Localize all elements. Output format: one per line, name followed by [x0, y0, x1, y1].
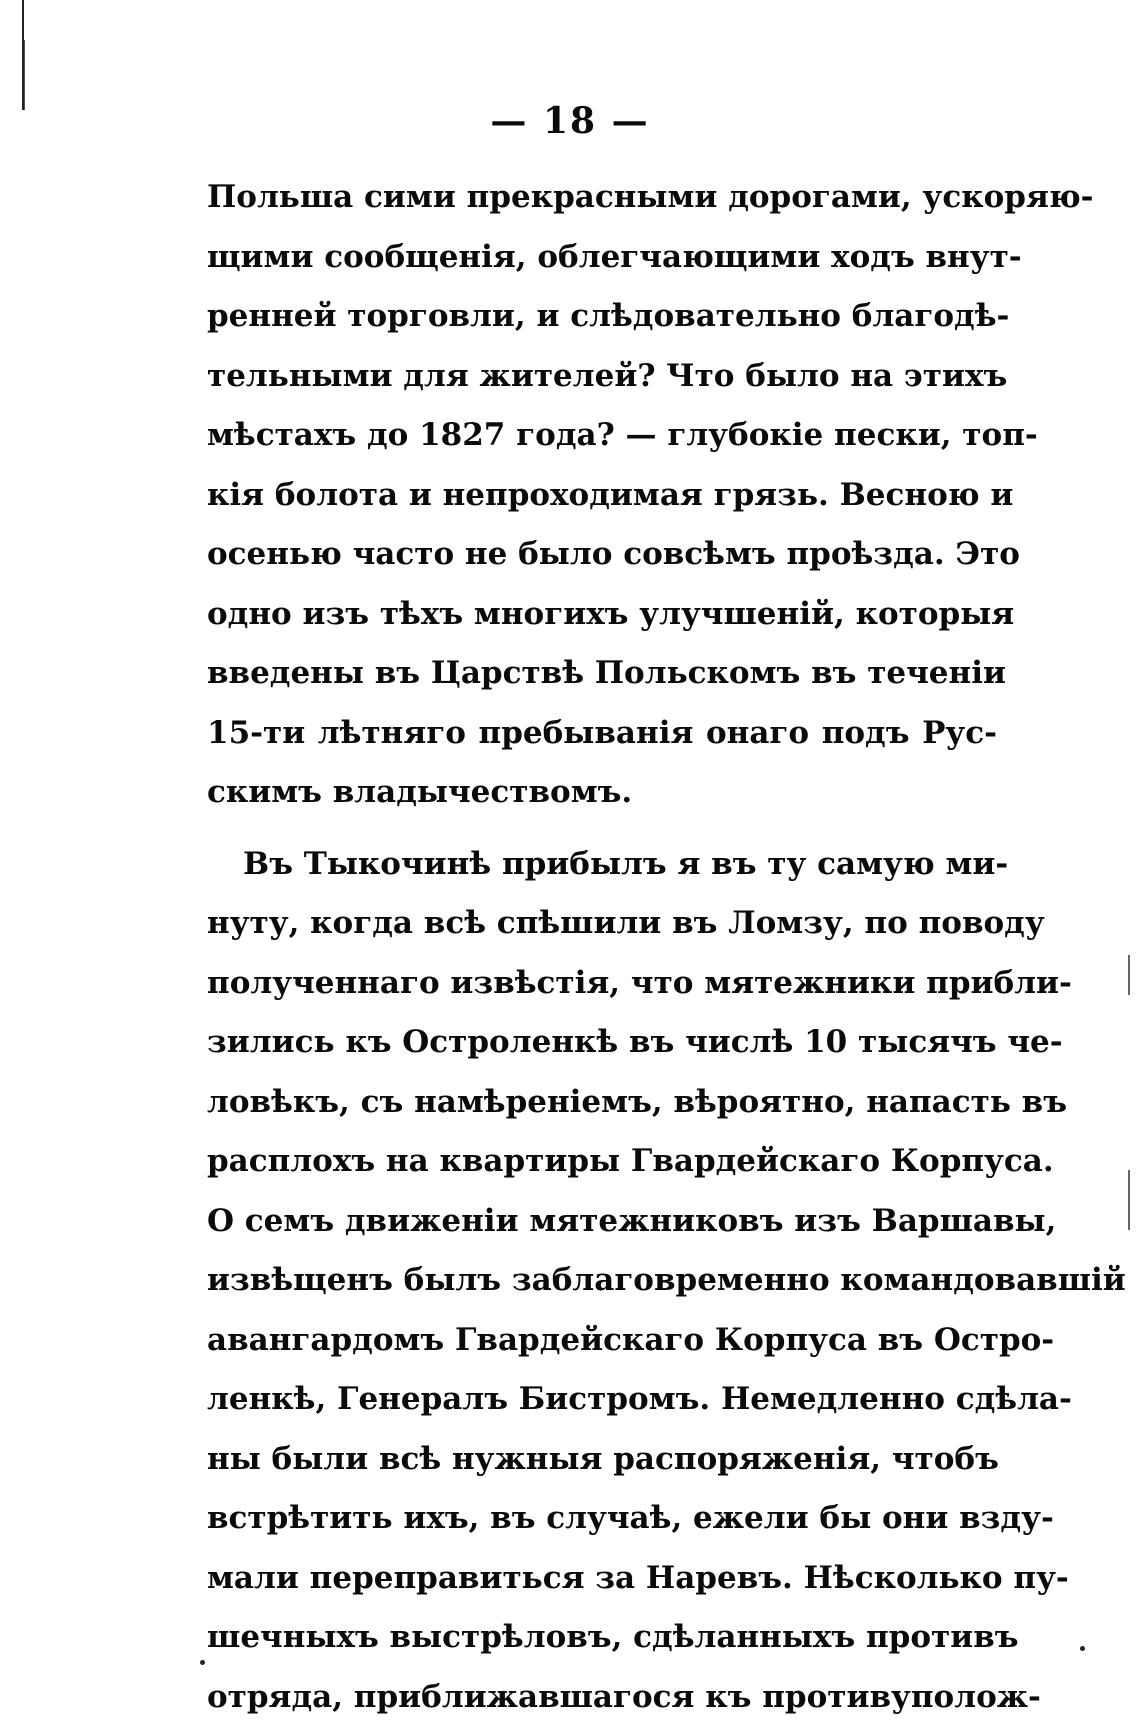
scan-speck: [200, 1660, 205, 1665]
scan-margin-mark: [1128, 955, 1130, 995]
text-line: мѣстахъ до 1827 года? — глубокіе пески, топ-: [207, 417, 1038, 453]
text-line: О семъ движеніи мятежниковъ изъ Варшавы,: [207, 1202, 1057, 1239]
page-text: [207, 168, 1126, 1727]
text-line: тельными для жителей? Что было на этихъ: [207, 357, 1008, 394]
text-line: отряда, приближавшагося къ противуполож-: [207, 1678, 1041, 1715]
text-line: одно изъ тѣхъ многихъ улучшеній, которыя: [207, 595, 1015, 632]
page-number: — 18 —: [490, 100, 650, 142]
text-line: авангардомъ Гвардейскаго Корпуса въ Остро-: [207, 1321, 1055, 1358]
text-line: ренней торговли, и слѣдовательно благодѣ-: [207, 298, 1010, 334]
text-line: щими сообщенія, облегчающими ходъ внут-: [207, 238, 1022, 275]
text-line: введены въ Царствѣ Польскомъ въ теченіи: [207, 655, 1006, 691]
text-line: встрѣтить ихъ, въ случаѣ, ежели бы они взду-: [207, 1500, 1054, 1536]
text-line: ловѣкъ, съ намѣреніемъ, вѣроятно, напасть въ: [207, 1083, 1067, 1120]
text-line: расплохъ на квартиры Гвардейскаго Корпуса.: [207, 1143, 1054, 1179]
paragraph-2: [207, 835, 1126, 1728]
text-line: нуту, когда всѣ спѣшили въ Ломзу, по поводу: [207, 905, 1045, 941]
text-line: 15-ти лѣтняго пребыванія онаго подъ Рус-: [207, 714, 997, 751]
text-line: зились къ Остроленкѣ въ числѣ 10 тысячъ че-: [207, 1024, 1063, 1060]
paragraph-1: [207, 168, 1094, 823]
text-line: Въ Тыкочинѣ прибылъ я въ ту самую ми-: [243, 845, 1009, 882]
text-line: извѣщенъ былъ заблаговременно командовавшій: [207, 1262, 1126, 1298]
scan-margin-mark: [1128, 1170, 1130, 1230]
text-line: ны были всѣ нужныя распоряженія, чтобъ: [207, 1440, 999, 1477]
scan-speck: [1080, 1646, 1085, 1651]
text-line: осенью часто не было совсѣмъ проѣзда. Это: [207, 536, 1020, 572]
text-line: кія болота и непроходимая грязь. Весною и: [207, 476, 1014, 513]
text-line: скимъ владычествомъ.: [207, 774, 633, 810]
text-line: полученнаго извѣстія, что мятежники прибли-: [207, 964, 1072, 1001]
text-line: Польша сими прекрасными дорогами, ускоряю-: [207, 179, 1094, 215]
text-line: мали переправиться за Наревъ. Нѣсколько пу-: [207, 1559, 1069, 1596]
text-line: шечныхъ выстрѣловъ, сдѣланныхъ противъ: [207, 1619, 1019, 1655]
text-line: ленкѣ, Генералъ Бистромъ. Немедленно сдѣла-: [207, 1381, 1072, 1417]
